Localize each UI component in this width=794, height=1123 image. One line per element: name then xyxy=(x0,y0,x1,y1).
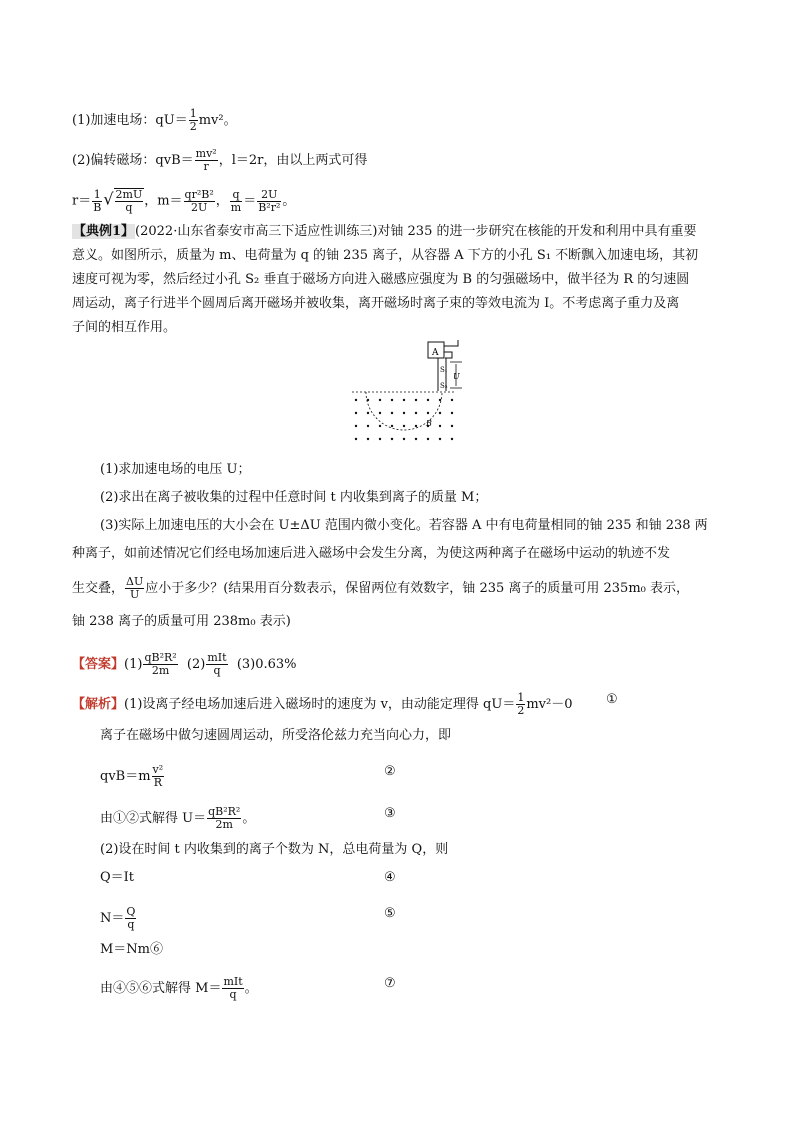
numerator: 1 xyxy=(517,691,525,704)
denominator: 2m xyxy=(215,818,233,831)
denominator: q xyxy=(213,664,221,677)
analysis-line-2: 离子在磁场中做匀速圆周运动，所受洛伦兹力充当向心力，即 xyxy=(100,728,452,743)
numerator: mv² xyxy=(195,147,217,160)
fraction xyxy=(92,189,102,214)
text: 。 xyxy=(282,193,296,209)
example-line-4: 周运动，离子行进半个圆周后离开磁场并被收集，离开磁场时离子束的等效电流为 I。不考虑离子重力及离 xyxy=(72,296,680,311)
text: r＝ xyxy=(72,193,92,209)
eq-marker-5: ⑤ xyxy=(384,906,396,921)
analysis-tag: 【解析】 xyxy=(72,697,125,712)
text: (1)加速电场：qU＝ xyxy=(72,113,188,128)
fraction xyxy=(143,652,177,677)
example-line-2: 意义。如图所示，质量为 m、电荷量为 q 的铀 235 离子，从容器 A 下方的小孔 S₁ 不断飘入加速电场，其初 xyxy=(72,248,699,263)
fraction xyxy=(184,189,215,214)
denominator: 2U xyxy=(191,200,208,214)
text: (2022·山东省泰安市高三下适应性训练三)对铀 235 的进一步研究在核能的开发和利用中具有重要 xyxy=(135,224,697,239)
formula-accel xyxy=(72,108,237,133)
denominator: 2 xyxy=(189,120,197,133)
fraction xyxy=(125,906,136,931)
denominator: m xyxy=(230,200,242,214)
eq-marker-7: ⑦ xyxy=(384,976,396,991)
fraction xyxy=(115,189,144,214)
question-3-line-1: (3)实际上加速电压的大小会在 U±ΔU 范围内微小变化。若容器 A 中有电荷量相同的铀 235 和铀 238 两 xyxy=(100,518,708,533)
numerator: 1 xyxy=(189,107,197,120)
denominator: R xyxy=(153,776,162,789)
fraction xyxy=(195,148,218,173)
denominator: q xyxy=(125,201,133,214)
fraction xyxy=(230,189,242,214)
fraction xyxy=(206,652,227,677)
text: (2) xyxy=(178,657,206,672)
eq-marker-4: ④ xyxy=(384,870,396,885)
eq-marker-2: ② xyxy=(384,764,396,779)
text: N＝ xyxy=(100,911,125,926)
denominator: q xyxy=(229,988,237,1001)
label-s2: S₂ xyxy=(440,382,448,390)
sqrt: √ $\frac{2mU}{q}$ xyxy=(103,188,143,214)
text: mv²－0 xyxy=(526,697,573,712)
numerator: Q xyxy=(126,905,136,918)
text: ， xyxy=(215,193,229,209)
label-s1: S₁ xyxy=(440,366,448,374)
fraction xyxy=(207,806,241,831)
fraction xyxy=(125,576,144,601)
question-3-line-3 xyxy=(72,576,689,601)
analysis-line-3 xyxy=(100,764,165,789)
numerator: ΔU xyxy=(126,575,144,588)
label-a: A xyxy=(432,348,439,358)
field-dots xyxy=(355,399,453,440)
inlet-pipe xyxy=(444,340,458,358)
question-2: (2)求出在离子被收集的过程中任意时间 t 内收集到离子的质量 M； xyxy=(100,490,488,505)
numerator: qB²R² xyxy=(208,805,241,818)
answer-tag: 【答案】 xyxy=(72,657,125,672)
apparatus-figure xyxy=(350,336,470,446)
text: 由①②式解得 U＝ xyxy=(100,811,207,826)
denominator: q xyxy=(127,918,135,931)
numerator: 2U xyxy=(257,189,281,202)
fraction xyxy=(257,189,281,214)
text: 。 xyxy=(242,811,256,826)
text: 。 xyxy=(244,981,258,996)
denominator: B²r² xyxy=(258,200,281,214)
eq-marker-1: ① xyxy=(606,692,618,707)
numerator: mIt xyxy=(223,975,243,988)
text: 生交叠， xyxy=(72,581,125,596)
numerator: 1 xyxy=(93,187,101,201)
denominator: U xyxy=(129,588,140,601)
analysis-line-7 xyxy=(100,906,137,931)
text: ，l＝2r，由以上两式可得 xyxy=(218,153,368,168)
example-line-3: 速度可视为零，然后经过小孔 S₂ 垂直于磁场方向进入磁感应强度为 B 的匀强磁场中，做半径为 R 的匀速圆 xyxy=(72,272,690,287)
label-b: B xyxy=(426,419,432,428)
fraction xyxy=(222,976,243,1001)
fraction xyxy=(152,764,165,789)
numerator: qr²B² xyxy=(184,187,214,201)
text: 应小于多少？(结果用百分数表示，保留两位有效数字，铀 235 离子的质量可用 235m₀ 表示， xyxy=(145,581,690,596)
example-line-5: 子间的相互作用。 xyxy=(72,320,177,335)
numerator: qB²R² xyxy=(144,651,177,664)
question-3-line-2: 种离子，如前述情况它们经电场加速后进入磁场中会发生分离，为使这两种离子在磁场中运动的轨迹不发 xyxy=(72,546,671,561)
denominator: 2m xyxy=(151,664,170,677)
text: ＝ xyxy=(243,193,257,209)
analysis-line-8: M＝Nm⑥ xyxy=(100,942,164,957)
text: 由④⑤⑥式解得 M＝ xyxy=(100,981,222,996)
analysis-line-9 xyxy=(100,976,258,1001)
analysis-line-5: (2)设在时间 t 内收集到的离子个数为 N，总电荷量为 Q，则 xyxy=(100,842,449,857)
formula-results xyxy=(72,188,295,214)
text: (1) xyxy=(124,657,143,672)
fraction xyxy=(189,108,198,133)
text: ，m＝ xyxy=(144,193,183,209)
analysis-line-6: Q＝It xyxy=(100,870,135,885)
text: (2)偏转磁场：qvB＝ xyxy=(72,153,194,168)
question-1: (1)求加速电场的电压 U； xyxy=(100,462,251,477)
denominator: B xyxy=(93,200,102,214)
label-u: U xyxy=(453,372,460,381)
eq-marker-3: ③ xyxy=(384,806,396,821)
text: (3)0.63% xyxy=(228,657,297,672)
numerator: mIt xyxy=(207,651,227,664)
example-tag: 【典例1】 xyxy=(73,224,135,239)
text: (1)设离子经电场加速后进入磁场时的速度为 v，由动能定理得 qU＝ xyxy=(124,697,516,712)
analysis-line-1 xyxy=(72,692,572,717)
numerator: v² xyxy=(152,763,164,776)
text: mv²。 xyxy=(198,113,237,128)
analysis-line-4 xyxy=(100,806,255,831)
answer-line xyxy=(72,652,297,677)
denominator: 2 xyxy=(517,704,525,717)
example-line-1 xyxy=(72,220,697,244)
denominator: r xyxy=(203,160,209,173)
fraction xyxy=(516,692,525,717)
formula-deflect xyxy=(72,148,367,173)
question-3-line-4: 铀 238 离子的质量可用 238m₀ 表示) xyxy=(72,614,291,629)
text: qvB＝m xyxy=(100,769,151,784)
numerator: q xyxy=(230,189,242,202)
numerator: 2mU xyxy=(115,188,143,201)
